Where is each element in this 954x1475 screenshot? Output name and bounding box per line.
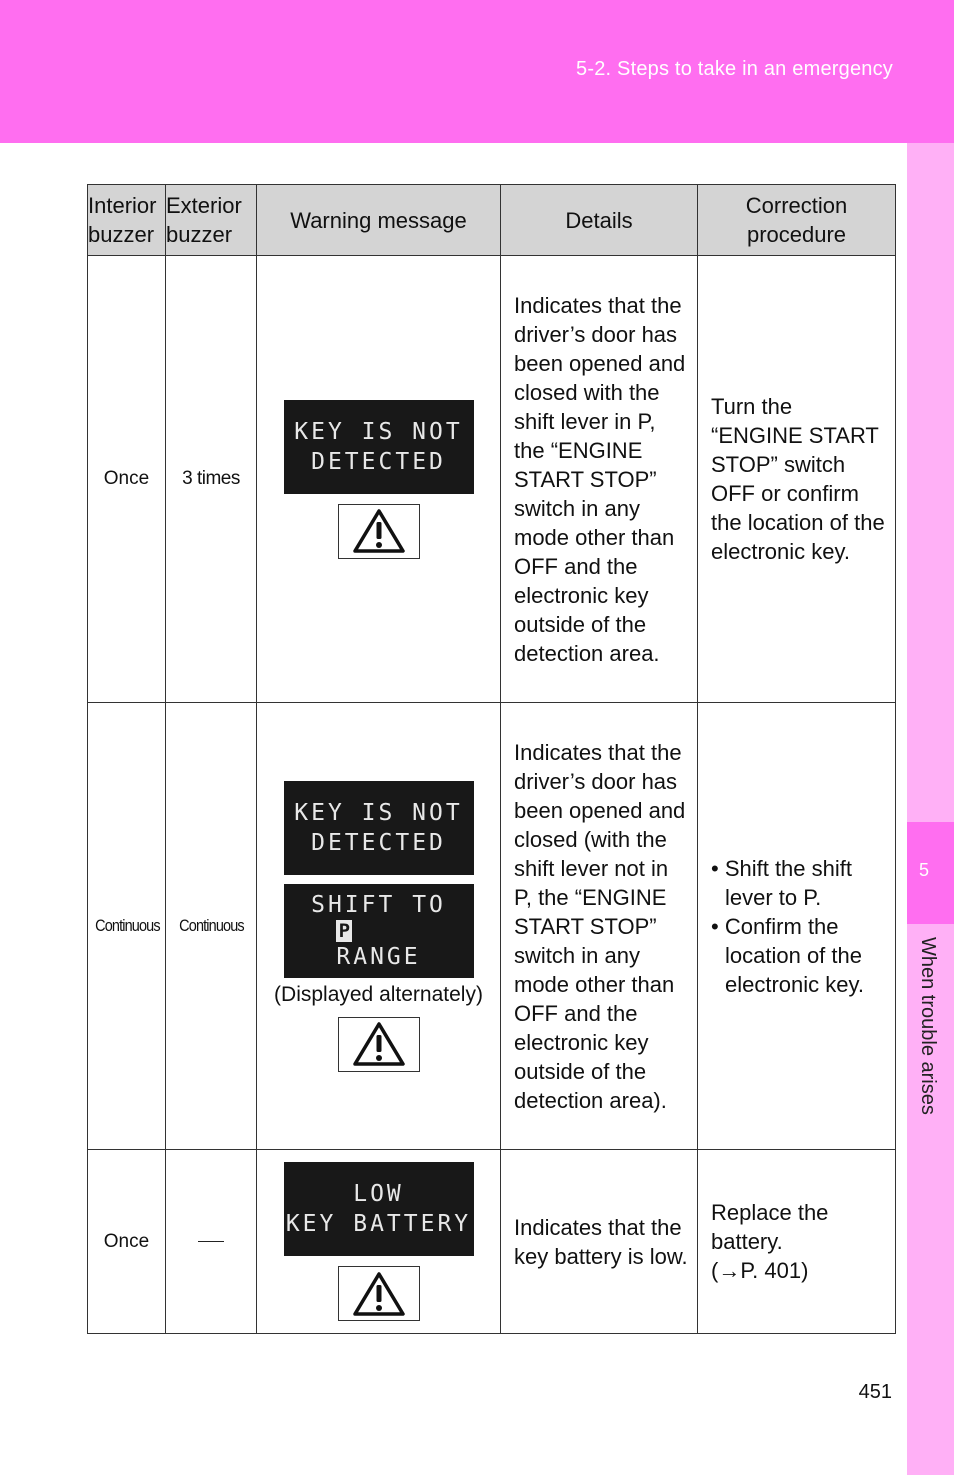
alternate-note: (Displayed alternately): [274, 982, 483, 1006]
details-cell: Indicates that the driver’s door has been opened and closed (with the shift lever not in P, the “ENGINE START STOP” switch in any mode other than OFF and the electronic key outside of the detection area).: [501, 703, 698, 1150]
correction-cell: Turn the “ENGINE START STOP” switch OFF or confirm the location of the electronic key.: [698, 256, 896, 703]
chapter-tab: [907, 822, 954, 924]
side-strip: [907, 143, 954, 1475]
list-item: • Shift the shift lever to P.: [711, 855, 852, 910]
table-row: [88, 256, 896, 703]
interior-buzzer-cell: Once: [88, 256, 166, 703]
exterior-buzzer-cell: 3 times: [166, 256, 257, 703]
lcd-display: KEY IS NOT DETECTED: [284, 400, 474, 494]
list-item: • Confirm the location of the electronic key.: [711, 913, 864, 997]
lcd-display: KEY IS NOT DETECTED: [284, 781, 474, 875]
warning-table: [87, 184, 896, 1334]
interior-buzzer-cell: Continuous: [93, 703, 159, 1150]
chapter-number: 5: [918, 860, 929, 880]
warning-triangle-icon: [338, 504, 420, 559]
table-header-row: [88, 185, 896, 256]
correction-cell: Replace the battery. (→P. 401): [698, 1150, 896, 1334]
header-details: Details: [501, 185, 698, 256]
header-interior-buzzer: Interior buzzer: [88, 185, 166, 256]
dash-mark: [198, 1241, 224, 1242]
header-correction: Correction procedure: [698, 185, 896, 256]
page-number: 451: [858, 1381, 892, 1403]
details-cell: Indicates that the key battery is low.: [501, 1150, 698, 1334]
table-row: [88, 703, 896, 1150]
warning-message-cell: [257, 256, 501, 703]
lcd-display: LOW KEY BATTERY: [284, 1162, 474, 1256]
chapter-label: When trouble arises: [917, 937, 939, 1115]
p-range-icon: P: [336, 920, 352, 942]
warning-triangle-icon: [338, 1017, 420, 1072]
page-header: [0, 0, 954, 143]
warning-message-cell: [257, 1150, 501, 1334]
header-exterior-buzzer: Exterior buzzer: [166, 185, 257, 256]
table-row: [88, 1150, 896, 1334]
section-title: 5-2. Steps to take in an emergency: [576, 58, 893, 80]
details-cell: Indicates that the driver’s door has been opened and closed with the shift lever in P, the “ENGINE START STOP” switch in any mode other than OFF and the electronic key outside of the detection area.: [501, 256, 698, 703]
exterior-buzzer-cell: [166, 1150, 257, 1334]
interior-buzzer-cell: Once: [88, 1150, 166, 1334]
lcd-display: SHIFT TO P RANGE: [284, 884, 474, 978]
warning-message-cell: [257, 703, 501, 1150]
exterior-buzzer-cell: Continuous: [172, 703, 249, 1150]
header-warning-message: Warning message: [257, 185, 501, 256]
correction-cell: [698, 703, 896, 1150]
warning-triangle-icon: [338, 1266, 420, 1321]
